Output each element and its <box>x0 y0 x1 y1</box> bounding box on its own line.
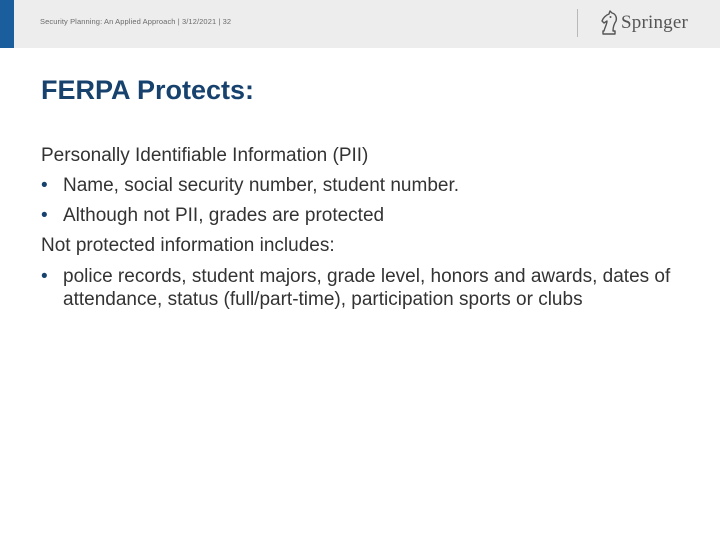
slide-body <box>41 141 701 311</box>
not-protected-heading-line: Not protected information includes: <box>41 235 335 256</box>
springer-wordmark: Springer <box>621 12 689 33</box>
accent-bar <box>0 0 14 48</box>
slide-footer-text: Security Planning: An Applied Approach | 3/12/2021 | 32 <box>40 17 232 26</box>
header-divider <box>577 9 578 37</box>
slide-title: FERPA Protects: <box>41 75 255 105</box>
bullet-icon: • <box>41 266 48 287</box>
bullet-text: Although not PII, grades are protected <box>63 205 385 226</box>
bullet-text: Name, social security number, student number. <box>63 175 460 196</box>
springer-logo <box>598 9 688 37</box>
bullet-text: police records, student majors, grade level, honors and awards, dates of attendance, status (full/part-time), participation sports or clubs <box>63 266 671 310</box>
bullet-item-grades <box>41 201 701 231</box>
bullet-item-pii-examples <box>41 171 701 201</box>
bullet-icon: • <box>41 205 48 226</box>
pii-heading-line: Personally Identifiable Information (PII) <box>41 145 369 166</box>
chess-knight-icon <box>598 10 620 36</box>
bullet-icon: • <box>41 175 48 196</box>
bullet-item-not-protected <box>41 265 701 311</box>
